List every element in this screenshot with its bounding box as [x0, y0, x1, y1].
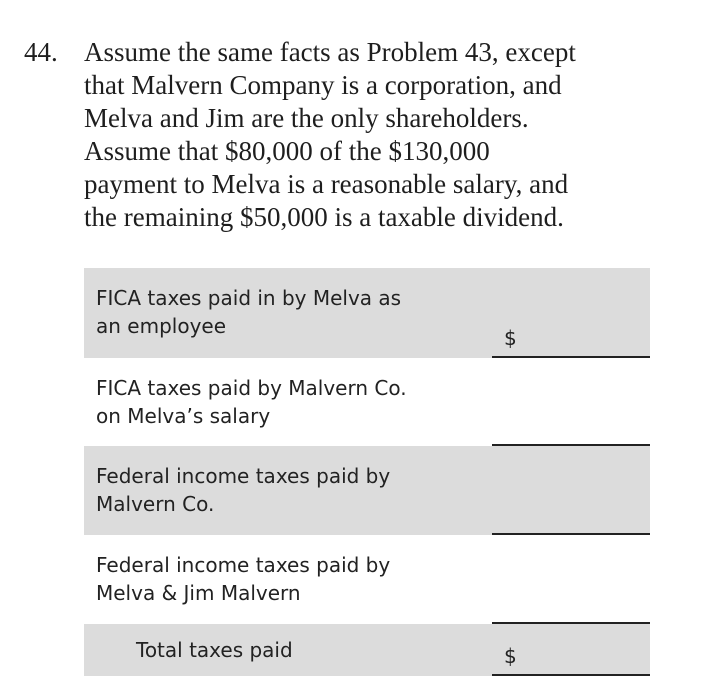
problem-text-line: the remaining $50,000 is a taxable dividend. — [84, 202, 564, 232]
table-row-corporate-income-tax — [84, 446, 650, 535]
row-label — [96, 462, 476, 518]
table-row-fica-employer — [84, 358, 650, 446]
row-label-line: FICA taxes paid in by Melva as — [96, 286, 402, 310]
problem-text-line: Assume the same facts as Problem 43, except — [84, 37, 576, 67]
row-label-line: Federal income taxes paid by — [96, 464, 391, 488]
row-label — [96, 284, 476, 340]
table-row-fica-employee — [84, 268, 650, 358]
row-label-line: on Melva’s salary — [96, 404, 271, 428]
problem-text-line: that Malvern Company is a corporation, and — [84, 70, 562, 100]
row-label — [96, 374, 476, 430]
row-label-line: Federal income taxes paid by — [96, 553, 391, 577]
total-taxes-answer-field[interactable] — [492, 644, 650, 676]
row-label-line: an employee — [96, 314, 227, 338]
table-row-individual-income-tax — [84, 535, 650, 624]
problem-text-line: Assume that $80,000 of the $130,000 — [84, 136, 490, 166]
row-label-line: Melva & Jim Malvern — [96, 581, 301, 605]
row-label — [136, 636, 516, 664]
individual-income-tax-answer-field[interactable] — [492, 592, 650, 624]
corporate-income-tax-answer-field[interactable] — [492, 503, 650, 535]
fica-employer-answer-field[interactable] — [492, 414, 650, 446]
currency-symbol: $ — [504, 644, 517, 668]
fica-employee-answer-field[interactable] — [492, 326, 650, 358]
problem-number: 44. — [24, 37, 58, 67]
row-label — [96, 551, 476, 607]
currency-symbol: $ — [504, 326, 517, 350]
problem-text-line: payment to Melva is a reasonable salary, and — [84, 169, 569, 199]
row-label-line: Malvern Co. — [96, 492, 215, 516]
row-label-line: FICA taxes paid by Malvern Co. — [96, 376, 407, 400]
total-taxes-label: Total taxes paid — [136, 638, 293, 662]
problem-statement — [84, 36, 664, 234]
tax-answer-table — [84, 268, 650, 676]
table-row-total-taxes — [84, 624, 650, 676]
problem-text-line: Melva and Jim are the only shareholders. — [84, 103, 529, 133]
